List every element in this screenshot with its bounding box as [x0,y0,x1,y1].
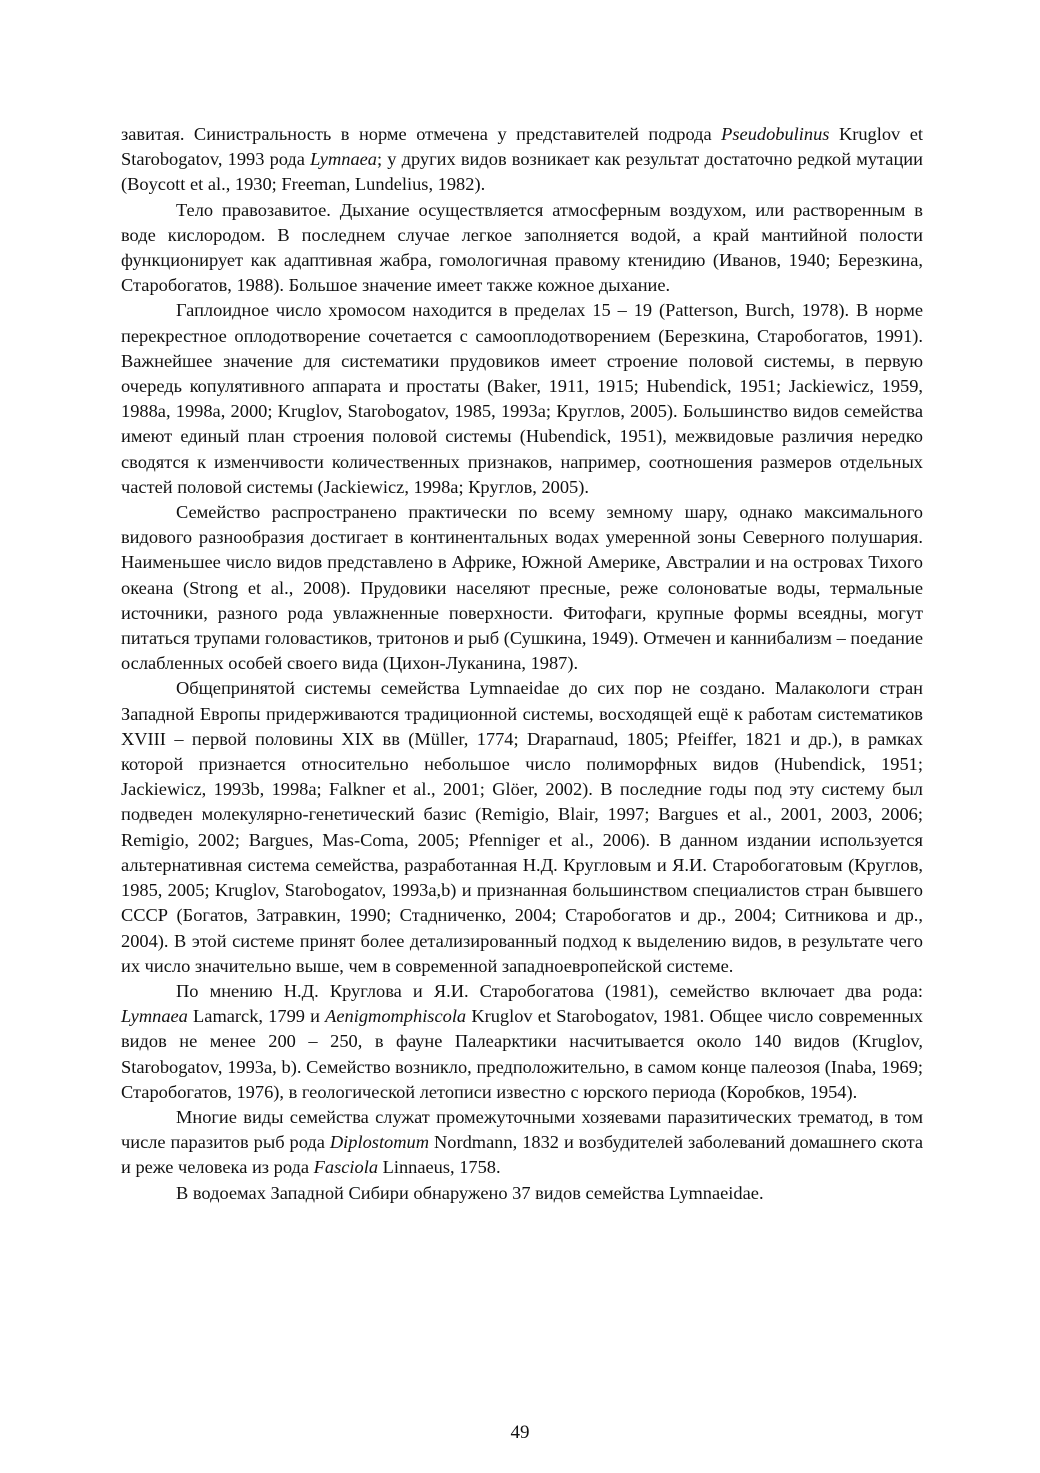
text-run: завитая. Синистральность в норме отмечена у представителей подрода [121,124,722,144]
italic-taxon-name: Diplostomum [329,1132,430,1153]
text-run: Lamarck, 1799 и [187,1006,326,1027]
italic-taxon-name: Lymnaea [121,1006,188,1027]
italic-taxon-name: Lymnaea [310,149,377,170]
paragraph [121,1105,923,1181]
paragraph [121,1181,923,1206]
paragraph [121,198,923,299]
text-run: Многие виды семейства служат промежуточными хозяевами паразитических трематод, в том числе паразитов рыб рода [121,1106,923,1153]
paragraph [121,676,923,978]
paragraph [121,500,923,676]
page-number: 49 [510,1422,530,1443]
paragraph [121,298,923,500]
document-page [121,122,923,1206]
text-run: Nordmann, 1832 и возбудителей заболеваний домашнего скота и реже человека из рода [121,1132,923,1178]
paragraph [121,122,923,198]
text-run: По мнению Н.Д. Круглова и Я.И. Старобогатова (1981), семейство включает два рода: [176,980,923,1001]
italic-taxon-name: Pseudobulinus [721,124,830,144]
text-run: Семейство распространено практически по всему земному шару, однако максимального видового разнообразия достигает в континентальных водах умеренной зоны Северного полушария. Наименьшее число видов представлено в Африке, Южной Америке, Австралии и на островах Тихого океана (Strong et al., 2008). Прудовики населяют пресные, реже солоноватые воды, термальные источники, разного рода увлажненные поверхности. Фитофаги, крупные формы всеядны, могут питаться трупами головастиков, тритонов и рыб (Сушкина, 1949). Отмечен и каннибализм – поедание ослабленных особей своего вида (Цихон-Луканина, 1987). [121,502,923,674]
text-run: Kruglov et Starobogatov, 1993 рода [121,124,923,170]
text-run: Тело правозавитое. Дыхание осуществляется атмосферным воздухом, или растворенным в воде кислородом. В последнем случае легкое заполняется водой, а край мантийной полости функционирует как адаптивная жабра, гомологичная правому ктенидию (Иванов, 1940; Березкина, Старобогатов, 1988). Большое значение имеет также кожное дыхание. [121,199,923,296]
italic-taxon-name: Aenigmomphiscola [325,1006,467,1027]
paragraph [121,979,923,1105]
text-run: Общепринятой системы семейства Lymnaeidae до сих пор не создано. Малакологи стран Западной Европы придерживаются традиционной системы, восходящей ещё к работам систематиков XVIII – первой половины XIX вв (Müller, 1774; Draparnaud, 1805; Pfeiffer, 1821 и др.), в рамках которой признается относительно небольшое число полиморфных видов (Hubendick, 1951; Jackiewicz, 1993b, 1998a; Falkner et al., 2001; Glöer, 2002). В последние годы под эту систему был подведен молекулярно-генетический базис (Remigio, Blair, 1997; Bargues et al., 2001, 2003, 2006; Remigio, 2002; Bargues, Mas-Coma, 2005; Pfenniger et al., 2006). В данном издании используется альтернативная система семейства, разработанная Н.Д. Кругловым и Я.И. Старобогатовым (Круглов, 1985, 2005; Kruglov, Starobogatov, 1993a,b) и признанная большинством специалистов стран бывшего СССР (Богатов, Затравкин, 1990; Стадниченко, 2004; Старобогатов и др., 2004; Ситникова и др., 2004). В этой системе принят более детализированный подход к выделению видов, в результате чего их число значительно выше, чем в современной западноевропейской системе. [121,678,923,976]
text-run: Гаплоидное число хромосом находится в пределах 15 – 19 (Patterson, Burch, 1978). В норме перекрестное оплодотворение сочетается с самооплодотворением (Березкина, Старобогатов, 1991). Важнейшее значение для систематики прудовиков имеет строение половой системы, в первую очередь копулятивного аппарата и простаты (Baker, 1911, 1915; Hubendick, 1951; Jackiewicz, 1959, 1988a, 1998a, 2000; Kruglov, Starobogatov, 1985, 1993a; Круглов, 2005). Большинство видов семейства имеют единый план строения половой системы (Hubendick, 1951), межвидовые различия нередко сводятся к изменчивости количественных признаков, например, соотношения размеров отдельных частей половой системы (Jackiewicz, 1998a; Круглов, 2005). [121,300,923,497]
text-run: Kruglov et Starobogatov, 1981. Общее число современных видов не менее 200 – 250, в фауне Палеарктики насчитывается около 140 видов (Kruglov, Starobogatov, 1993a, b). Семейство возникло, предположительно, в самом конце палеозоя (Inaba, 1969; Старобогатов, 1976), в геологической летописи известно с юрского периода (Коробков, 1954). [121,1006,923,1102]
italic-taxon-name: Fasciola [313,1157,379,1178]
text-run: В водоемах Западной Сибири обнаружено 37 видов семейства Lymnaeidae. [176,1182,764,1203]
text-run: Linnaeus, 1758. [378,1157,501,1178]
text-run: ; у других видов возникает как результат достаточно редкой мутации (Boycott et al., 1930; Freeman, Lundelius, 1982). [121,149,923,195]
